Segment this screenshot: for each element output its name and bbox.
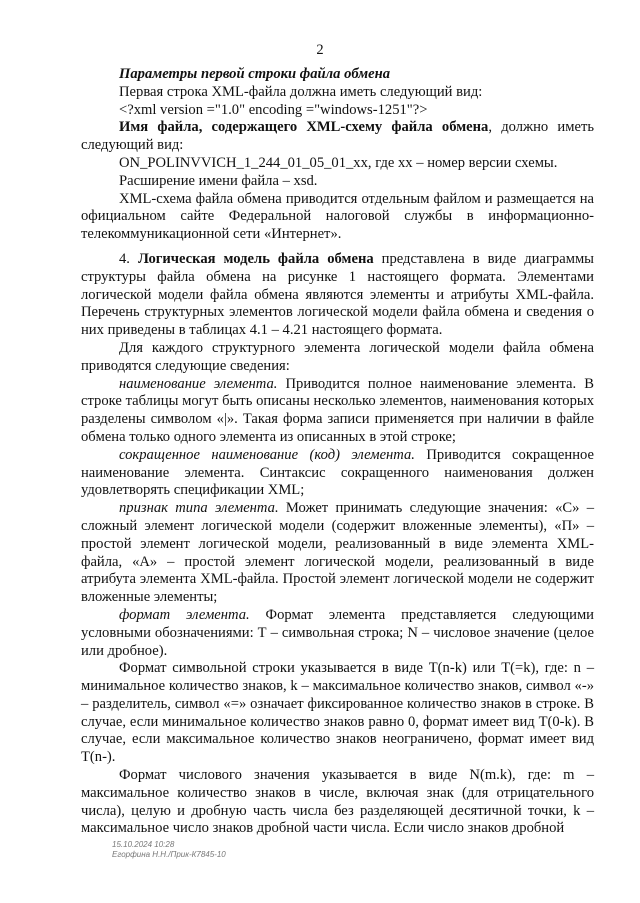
item-type-term: признак типа элемента. (119, 500, 279, 517)
first-line-paragraph: Первая строка XML-файла должна иметь следующий вид: (119, 83, 483, 100)
item-name-paragraph (81, 376, 594, 447)
item-type-paragraph (81, 500, 594, 607)
schema-paragraph: XML-схема файла обмена приводится отдельным файлом и размещается на официальном сайте Федеральной налоговой службы в информационно-телекоммуникационной сети «Интернет». (81, 190, 594, 243)
footer-author: Егорфина Н.Н./Прик-К7845-10 (112, 850, 226, 859)
page-body (81, 66, 594, 838)
item-code-term: сокращенное наименование (код) элемента. (119, 446, 415, 463)
section-title: Параметры первой строки файла обмена (119, 66, 391, 82)
string-format-paragraph: Формат символьной строки указывается в виде Т(n-k) или Т(=k), где: n – минимальное количество знаков, k – максимальное количество знаков, символ «-» – разделитель, символ «=» означает фиксированное количество знаков в строке. В случае, если минимальное количество знаков равно 0, формат имеет вид Т(0-k). В случае, если максимальное количество знаков неограничено, формат имеет вид Т(n-). (81, 660, 594, 766)
section4-paragraph (81, 251, 594, 340)
item-format-term: формат элемента. (119, 606, 250, 623)
info-intro-paragraph: Для каждого структурного элемента логической модели файла обмена приводятся следующие сведения: (81, 339, 594, 374)
filename-example: ON_POLINVVICH_1_244_01_05_01_xx, где xx – номер версии схемы. (119, 154, 558, 171)
item-code-text: Приводится сокращенное наименование элемента. Синтаксис сокращенного наименования должен удовлетворять спецификации XML; (81, 446, 594, 499)
filename-paragraph (81, 119, 594, 155)
filename-title: Имя файла, содержащего XML-схему файла обмена (119, 119, 489, 136)
item-format-text: Формат элемента представляется следующими условными обозначениями: Т – символьная строка; N – числовое значение (целое или дробное). (81, 606, 594, 659)
page-number: 2 (316, 42, 324, 58)
section-gap (81, 244, 594, 251)
item-code-paragraph (81, 447, 594, 500)
section4-title: Логическая модель файла обмена (137, 250, 374, 267)
item-format-paragraph (81, 607, 594, 660)
item-name-term: наименование элемента. (119, 375, 278, 392)
footer-timestamp: 15.10.2024 10:28 (112, 840, 175, 849)
item-type-text: Может принимать следующие значения: «С» – сложный элемент логической модели (содержит вложенные элементы), «П» – простой элемент логической модели, реализованный в виде элемента XML-файла, «А» – простой элемент логической модели, реализованный в виде атрибута элемента XML-файла. Простой элемент логической модели не содержит вложенные элементы; (81, 500, 594, 606)
xml-declaration: <?xml version ="1.0" encoding ="windows-1251"?> (119, 101, 428, 118)
footer-stamp (112, 840, 226, 860)
item-name-text: Приводится полное наименование элемента. В строке таблицы могут быть описаны несколько элементов, наименования которых разделены символом «|». Такая форма записи применяется при наличии в файле обмена только одного элемента из описанных в этой строке; (81, 375, 594, 445)
number-format-paragraph: Формат числового значения указывается в виде N(m.k), где: m – максимальное количество знаков в числе, включая знак (для отрицательного числа), целую и дробную часть числа без разделяющей десятичной точки, k – максимальное число знаков дробной части числа. Если число знаков дробной (81, 767, 594, 837)
extension-paragraph: Расширение имени файла – xsd. (119, 172, 318, 189)
section4-rest: представлена в виде диаграммы структуры файла обмена на рисунке 1 настоящего формата. Элементами логической модели файла обмена являются элементы и атрибуты XML-файла. Перечень структурных элементов логической модели файла обмена и сведения о них приведены в таблицах 4.1 – 4.21 настоящего формата. (81, 250, 594, 339)
filename-rest: , должно иметь следующий вид: (81, 119, 594, 154)
section4-number: 4. (119, 250, 138, 267)
